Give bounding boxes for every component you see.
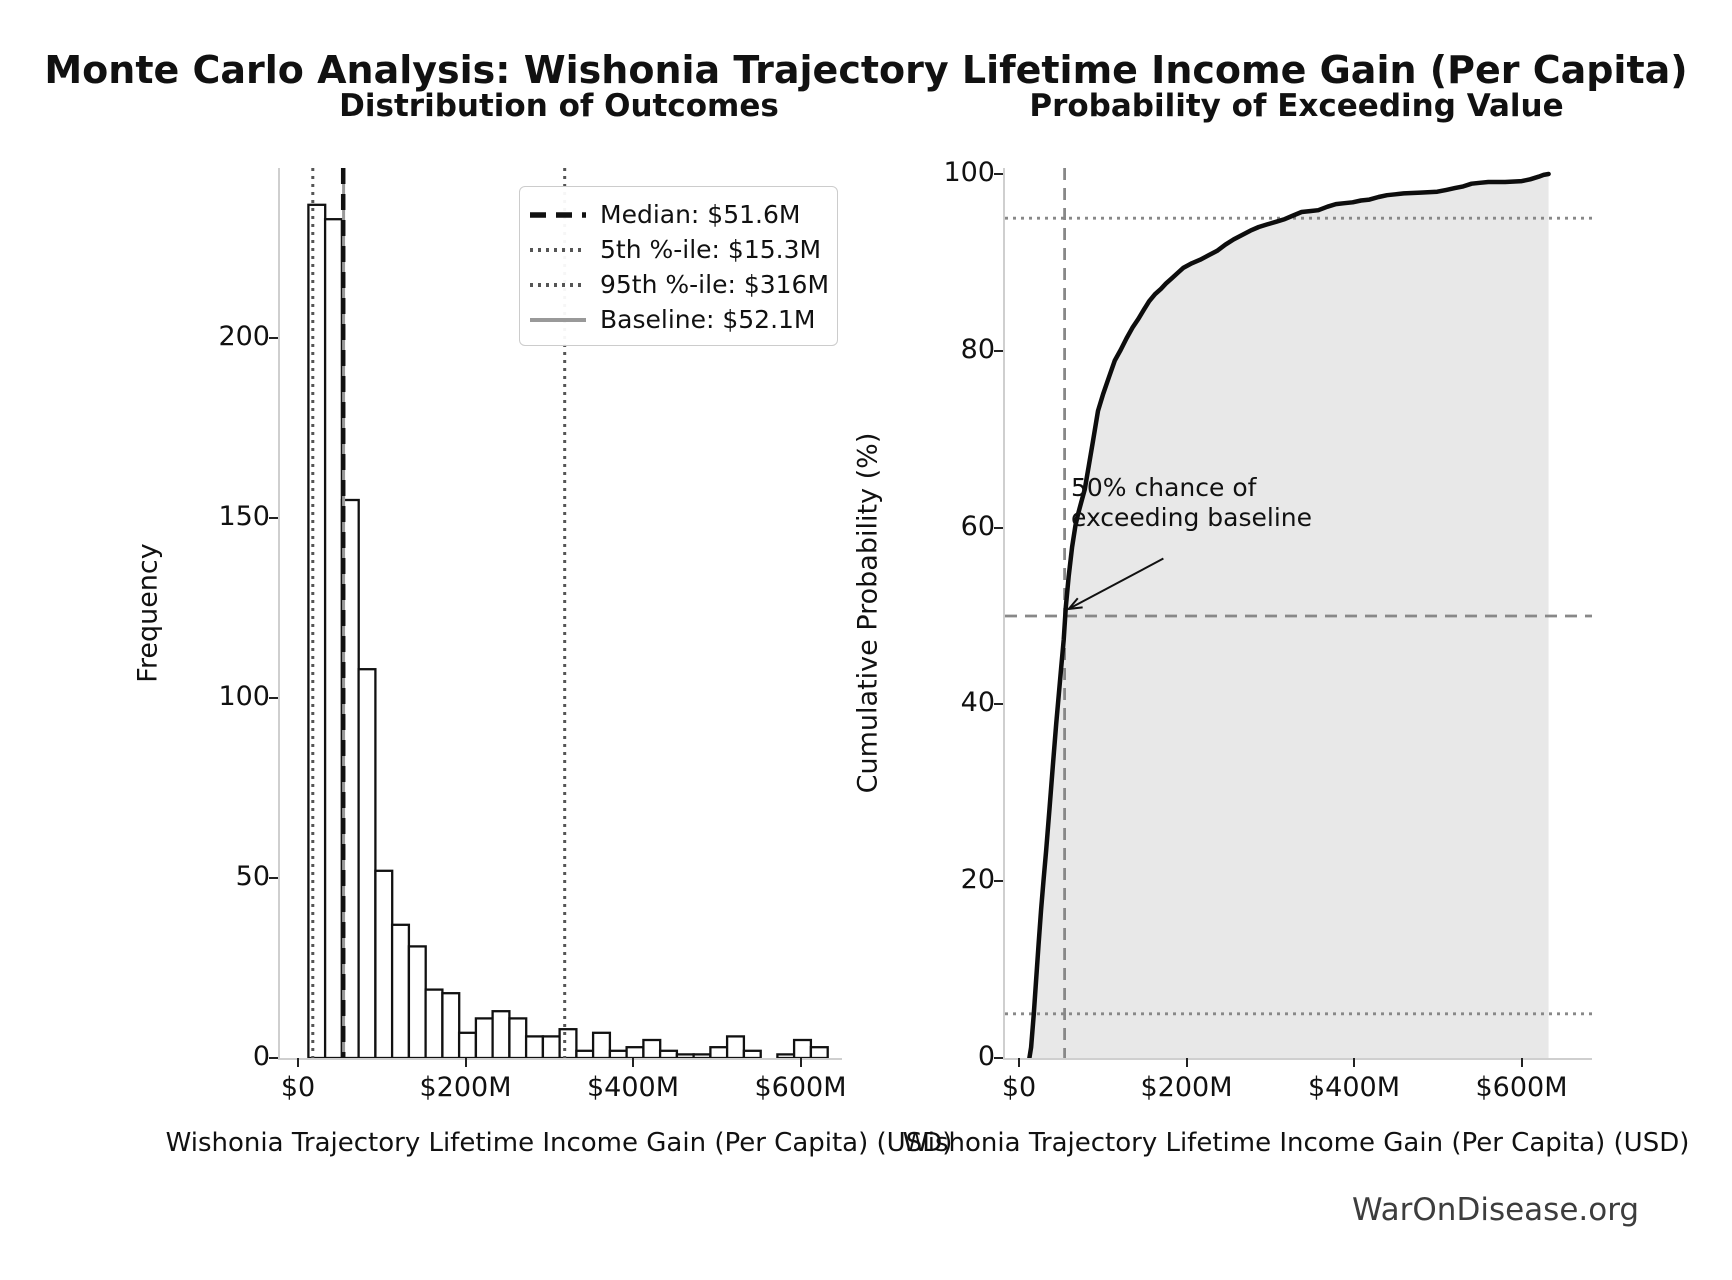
legend-item <box>530 302 825 337</box>
x-tick-label: $400M <box>1307 1072 1400 1103</box>
histogram-bar <box>509 1018 526 1058</box>
y-tick-label: 200 <box>218 321 270 352</box>
legend-label: 5th %-ile: $15.3M <box>600 235 822 264</box>
legend-line-sample <box>530 211 586 219</box>
histogram-bar <box>493 1011 510 1058</box>
right-y-axis-label: Cumulative Probability (%) <box>852 432 884 794</box>
y-tick-mark <box>994 173 1003 175</box>
histogram-bar <box>677 1054 694 1058</box>
y-tick-mark <box>269 877 278 879</box>
histogram-bar <box>744 1051 761 1058</box>
histogram-bar <box>426 990 443 1058</box>
histogram-bar <box>392 925 409 1058</box>
y-tick-mark <box>269 517 278 519</box>
legend-item <box>530 197 825 232</box>
legend-label: Baseline: $52.1M <box>600 305 816 334</box>
y-tick-label: 100 <box>218 681 270 712</box>
legend-line-sample <box>530 316 586 324</box>
histogram-bar <box>476 1018 493 1058</box>
legend-line-sample <box>530 281 586 289</box>
y-tick-mark <box>269 1057 278 1059</box>
histogram-bar <box>325 219 342 1058</box>
right-x-axis-label: Wishonia Trajectory Lifetime Income Gain (Per Capita) (USD) <box>902 1128 1690 1158</box>
x-tick-mark <box>1186 1058 1188 1067</box>
y-tick-label: 80 <box>960 333 995 365</box>
x-tick-mark <box>800 1058 802 1067</box>
y-tick-mark <box>269 697 278 699</box>
x-tick-mark <box>1018 1058 1020 1067</box>
annotation-line-2: exceeding baseline <box>1071 503 1312 532</box>
histogram-bar <box>526 1036 543 1058</box>
legend-item <box>530 232 825 267</box>
y-tick-mark <box>994 350 1003 352</box>
legend-label: 95th %-ile: $316M <box>600 270 830 299</box>
histogram-bar <box>794 1040 811 1058</box>
y-tick-label: 40 <box>960 687 995 719</box>
histogram-bar <box>710 1047 727 1058</box>
histogram-bar <box>777 1054 794 1058</box>
histogram-bar <box>576 1051 593 1058</box>
x-tick-mark <box>465 1058 467 1067</box>
watermark: WarOnDisease.org <box>1352 1192 1640 1228</box>
figure-title: Monte Carlo Analysis: Wishonia Trajectory Lifetime Income Gain (Per Capita) <box>44 48 1688 92</box>
x-tick-mark <box>632 1058 634 1067</box>
histogram-bar <box>811 1047 828 1058</box>
histogram-bar <box>593 1033 610 1058</box>
y-tick-label: 0 <box>977 1041 995 1072</box>
cdf-plot-area <box>1003 168 1592 1060</box>
histogram-bar <box>560 1029 577 1058</box>
histogram-bar <box>409 946 426 1058</box>
cdf-chart <box>1005 168 1592 1058</box>
histogram-bar <box>442 993 459 1058</box>
y-tick-mark <box>994 527 1003 529</box>
x-tick-label: $600M <box>1475 1072 1568 1103</box>
y-tick-label: 150 <box>218 501 270 532</box>
x-tick-label: $0 <box>1001 1072 1037 1103</box>
x-tick-label: $200M <box>419 1072 512 1103</box>
legend-label: Median: $51.6M <box>600 200 801 229</box>
y-tick-label: 50 <box>235 861 270 892</box>
legend <box>519 186 838 346</box>
x-tick-mark <box>297 1058 299 1067</box>
y-tick-mark <box>269 337 278 339</box>
histogram-bar <box>694 1054 711 1058</box>
histogram-bar <box>627 1047 644 1058</box>
histogram-bar <box>308 205 325 1058</box>
histogram-bar <box>643 1040 660 1058</box>
y-tick-mark <box>994 880 1003 882</box>
left-x-axis-label: Wishonia Trajectory Lifetime Income Gain (Per Capita) (USD) <box>165 1128 953 1158</box>
x-tick-mark <box>1353 1058 1355 1067</box>
histogram-bar <box>727 1036 744 1058</box>
annotation-text <box>1071 473 1312 533</box>
histogram-bar <box>459 1033 476 1058</box>
x-tick-label: $400M <box>586 1072 679 1103</box>
legend-line-sample <box>530 246 586 254</box>
y-tick-mark <box>994 703 1003 705</box>
annotation-line-1: 50% chance of <box>1071 473 1257 502</box>
y-tick-label: 100 <box>943 157 995 188</box>
y-tick-label: 20 <box>960 864 995 896</box>
x-tick-label: $600M <box>754 1072 847 1103</box>
x-tick-label: $200M <box>1140 1072 1233 1103</box>
left-y-axis-label: Frequency <box>132 543 164 683</box>
histogram-bar <box>375 871 392 1058</box>
histogram-bar <box>359 669 376 1058</box>
legend-item <box>530 267 830 302</box>
y-tick-mark <box>994 1057 1003 1059</box>
x-tick-mark <box>1521 1058 1523 1067</box>
y-tick-label: 60 <box>960 510 995 542</box>
histogram-bar <box>543 1036 560 1058</box>
right-subplot-title: Probability of Exceeding Value <box>1029 88 1564 124</box>
histogram-bar <box>610 1051 627 1058</box>
y-tick-label: 0 <box>252 1041 270 1072</box>
left-subplot-title: Distribution of Outcomes <box>339 88 779 124</box>
histogram-bar <box>660 1051 677 1058</box>
x-tick-label: $0 <box>280 1072 316 1103</box>
